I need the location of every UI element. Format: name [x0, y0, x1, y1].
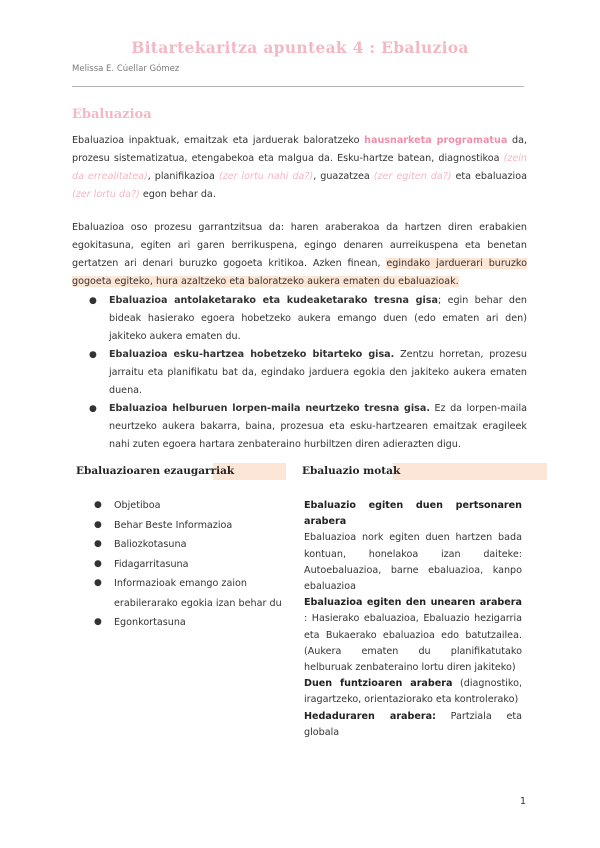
type-title: Ebaluazio egiten duen pertsonaren arabera	[304, 500, 522, 528]
intro-paragraph	[72, 132, 527, 204]
header-divider	[72, 86, 524, 87]
list-item-title: Ebaluazioa antolaketarako eta kudeaketarako tresna gisa	[109, 295, 438, 306]
list-item	[72, 555, 282, 575]
bullet-icon: ●	[89, 296, 97, 306]
importance-paragraph	[72, 219, 527, 291]
list-item	[72, 516, 282, 536]
bullet-icon: ●	[94, 617, 102, 627]
features-list	[72, 496, 282, 633]
list-item-title: Ebaluazioa helburuen lorpen-maila neurtzeko tresna gisa.	[109, 403, 430, 414]
list-item-title: Ebaluazioa esku-hartzea hobetzeko bitarteko gisa.	[109, 349, 395, 360]
italic-note: (zer lortu da?)	[72, 189, 140, 200]
bullet-icon: ●	[94, 500, 102, 510]
bullet-icon: ●	[89, 350, 97, 360]
list-item-text: Baliozkotasuna	[114, 539, 187, 550]
text-run: Ebaluazioa oso prozesu garrantzitsua da: haren araberakoa da hartzen diren erabakien egokitasuna, egiten ari garen berrikuspena, egingo denaren aurreikuspena eta benetan gertatzen ari denari buruzko gogoeta kritikoa. Azken finean,	[72, 222, 527, 269]
list-item-text: Fidagarritasuna	[114, 558, 189, 570]
bullet-icon: ●	[94, 539, 102, 549]
purpose-list	[72, 292, 527, 454]
bullet-icon: ●	[94, 519, 102, 530]
list-item-text: Ez da lorpen-maila neurtzeko aukera bakarra, baina, prozesua eta esku-hartzearen emaitzak eragileek nahi zuten egoera hartara zenbateraino hurbiltzen diren adierazten digu.	[109, 403, 527, 450]
author-name: Melissa E. Cúellar Gómez	[72, 64, 180, 74]
features-heading: Ebaluazioaren ezaugarriak	[72, 463, 286, 480]
italic-note: (zer lortu nahi da?)	[218, 171, 314, 182]
list-item-text: Egonkortasuna	[114, 617, 186, 628]
text-run: , guazatzea	[313, 171, 374, 182]
section-heading: Ebaluazioa	[72, 107, 152, 122]
text-run: egon behar da.	[139, 189, 216, 200]
text-run: , planifikazioa	[147, 171, 219, 182]
type-title: Duen funtzioaren arabera	[304, 678, 453, 690]
highlighted-text: egindako jarduerari buruzko gogoeta egiteko, hura azaltzeko eta baloratzeko aukera ematen du ebaluazioak.	[72, 258, 528, 287]
bullet-icon: ●	[94, 578, 102, 588]
list-item	[72, 400, 527, 454]
document-title: Bitartekaritza apunteak 4 : Ebaluzioa	[131, 38, 469, 57]
list-item	[72, 496, 282, 516]
bullet-icon: ●	[94, 558, 102, 569]
list-item-text: Informazioak emango zaion erabilerarako egokia izan behar du	[114, 578, 282, 609]
type-text: : Hasierako ebaluazioa, Ebaluazio hezigarria eta Bukaerako ebaluazioa edo batutzailea.(Aukera ematen du planifikatutako helburuak zenbateraino lortu diren jakiteko)	[304, 613, 522, 674]
list-item	[72, 346, 527, 400]
list-item-text: Objetiboa	[114, 500, 161, 511]
types-heading: Ebaluazio motak	[302, 463, 547, 480]
type-title: Hedaduraren arabera:	[304, 710, 436, 722]
text-run: Ebaluazioa inpaktuak, emaitzak eta jarduerak baloratzeko	[72, 135, 365, 146]
type-text: (diagnostiko, iragartzeko, orientaziorako eta kontrolerako)	[304, 678, 522, 706]
list-item	[72, 535, 282, 555]
italic-note: (zein da errealitatea)	[72, 153, 527, 182]
page-number: 1	[520, 796, 527, 807]
list-item	[72, 613, 282, 633]
text-run: da, prozesu sistematizatua, etengabekoa eta malgua da. Esku-hartze batean, diagnostikoa	[72, 135, 527, 164]
list-item	[72, 574, 282, 613]
type-text: Partziala eta globala	[304, 710, 522, 738]
keyword-highlight: hausnarketa programatua	[364, 135, 508, 146]
list-item-text: Behar Beste Informazioa	[114, 519, 233, 531]
text-run: eta ebaluazioa	[451, 171, 527, 182]
type-text: Ebaluazioa nork egiten duen hartzen bada kontuan, honelakoa izan daiteke: Autoebaluazioa, barne ebaluazioa, kanpo ebaluazioa	[304, 532, 522, 593]
list-item-text: ; egin behar den bideak hasierako egoera hobetzeko aukera emango duen (edo ematen ari den) jakiteko aukera ematen du.	[109, 295, 527, 342]
list-item	[72, 292, 527, 346]
bullet-icon: ●	[89, 404, 97, 414]
list-item-text: Zentzu horretan, prozesu jarraitu eta planifikatu bat da, egindako jarduera egokia den jakiteko aukera ematen duena.	[109, 349, 527, 396]
italic-note: (zer egiten da?)	[373, 171, 452, 182]
type-title: Ebaluazioa egiten den unearen arabera	[304, 597, 522, 609]
types-block	[304, 498, 522, 741]
